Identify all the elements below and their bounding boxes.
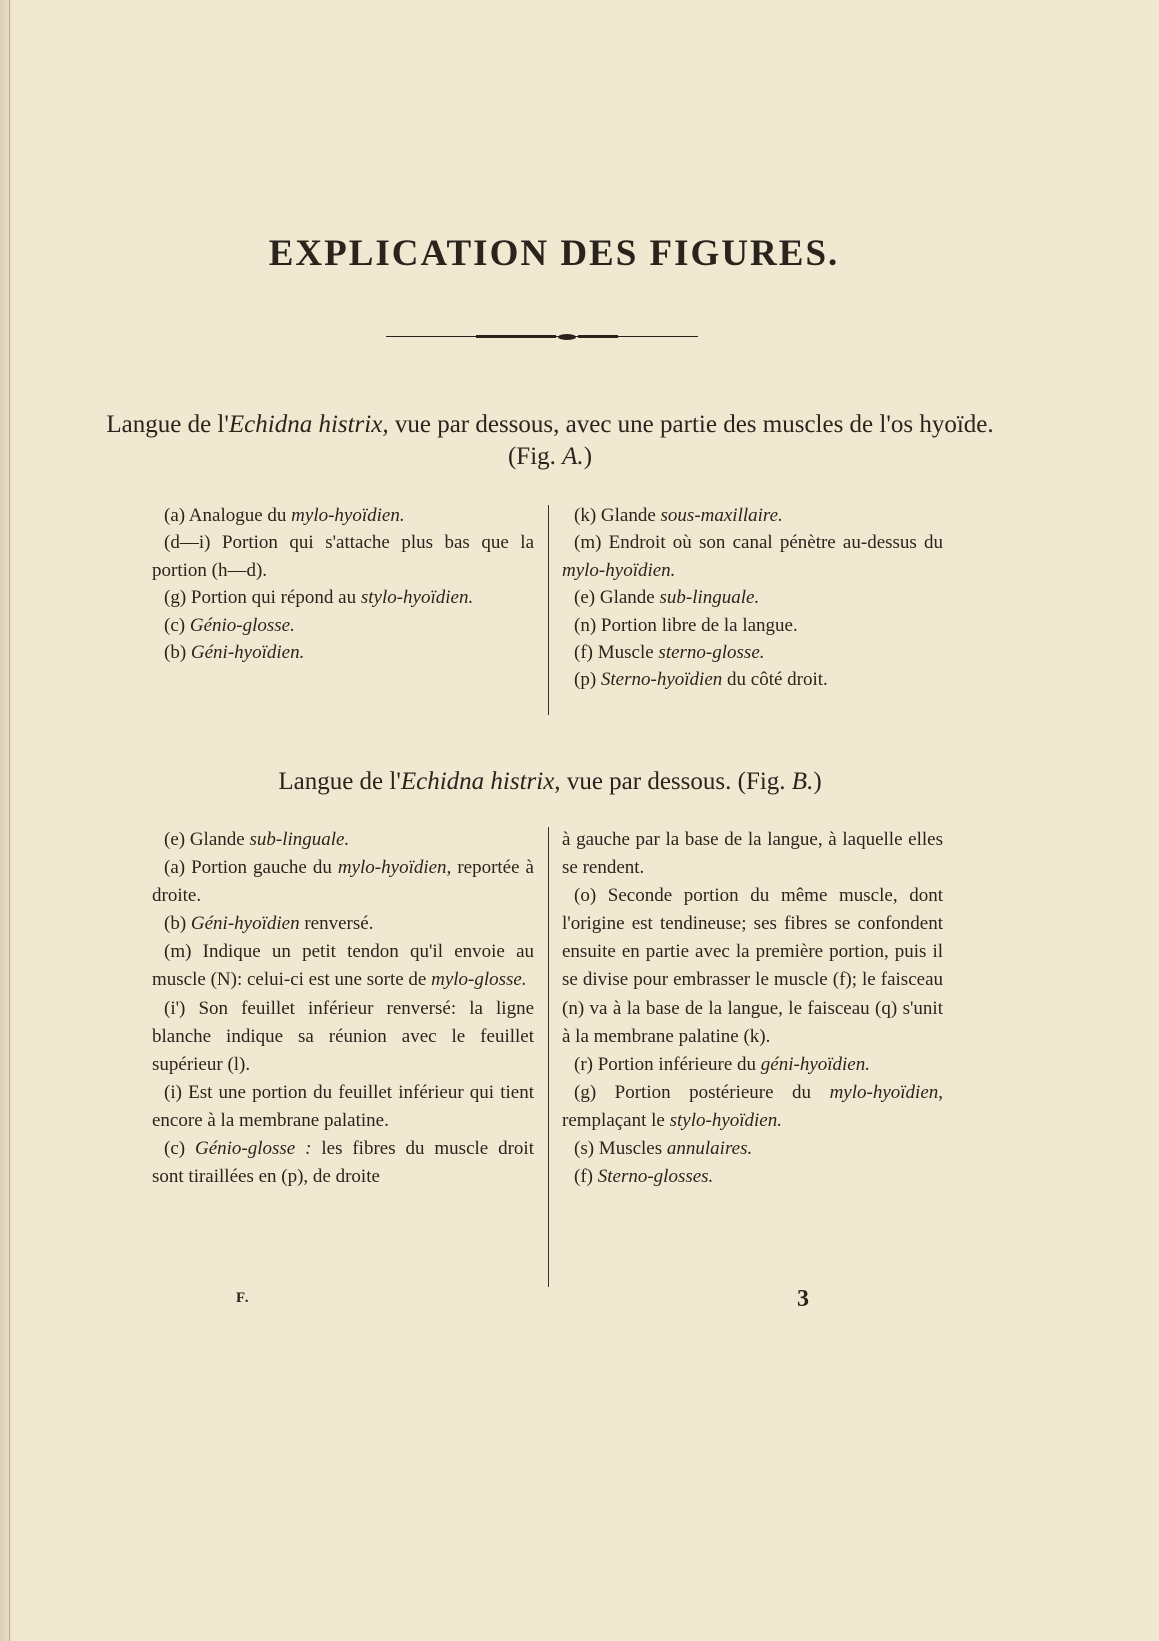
signature-mark: F. xyxy=(236,1290,250,1306)
legend-entry-g: (g) Portion qui répond au stylo-hyoïdien. xyxy=(164,587,474,609)
figure-b-right-column xyxy=(562,826,943,1191)
legend-entry-o: (o) Seconde portion du même muscle, dont l'origine est tendineuse; ses fibres se confondent ensuite en partie avec la première portion, puis il se divise pour embrasser le muscle (f); le faisceau (n) va à la base de la langue, le faisceau (q) s'unit à la membrane palatine (k). xyxy=(562,885,943,1047)
figure-a-right-column xyxy=(562,502,943,694)
legend-entry-b: (b) Géni-hyoïdien renversé. xyxy=(164,913,374,935)
legend-entry-i: (i) Est une portion du feuillet inférieur qui tient encore à la membrane palatine. xyxy=(152,1081,534,1131)
legend-entry-e: (e) Glande sub-linguale. xyxy=(574,587,760,609)
page-number: 3 xyxy=(797,1286,809,1312)
legend-entry-n: (n) Portion libre de la langue. xyxy=(574,614,798,636)
legend-entry-f: (f) Muscle sterno-glosse. xyxy=(574,642,765,664)
legend-entry-p: (p) Sterno-hyoïdien du côté droit. xyxy=(574,669,828,691)
legend-entry-d-i: (d—i) Portion qui s'attache plus bas que la portion (h—d). xyxy=(152,532,534,581)
column-divider xyxy=(548,827,549,1287)
legend-entry-b: (b) Géni-hyoïdien. xyxy=(164,642,305,664)
figure-b-left-column xyxy=(152,826,534,1191)
figure-a-left-column xyxy=(152,502,534,666)
legend-entry-s: (s) Muscles annulaires. xyxy=(574,1138,753,1160)
legend-entry-c: (c) Génio-glosse. xyxy=(164,614,295,636)
legend-entry-e: (e) Glande sub-linguale. xyxy=(164,829,350,850)
legend-entry-continuation: à gauche par la base de la langue, à laquelle elles se rendent. xyxy=(562,829,943,879)
legend-entry-f: (f) Sterno-glosses. xyxy=(574,1166,714,1188)
figure-b-caption: Langue de l'Echidna histrix, vue par dessous. (Fig. B.) xyxy=(278,768,822,795)
legend-entry-a: (a) Portion gauche du mylo-hyoïdien, reportée à droite. xyxy=(152,857,534,907)
legend-entry-m: (m) Endroit où son canal pénètre au-dessus du mylo-hyoïdien. xyxy=(562,532,943,581)
legend-entry-a: (a) Analogue du mylo-hyoïdien. xyxy=(164,505,405,526)
ornamental-rule xyxy=(386,334,698,340)
column-divider xyxy=(548,505,549,715)
legend-entry-c: (c) Génio-glosse : les fibres du muscle droit sont tiraillées en (p), de droite xyxy=(152,1138,534,1188)
legend-entry-m: (m) Indique un petit tendon qu'il envoie au muscle (N): celui-ci est une sorte de mylo-glosse. xyxy=(152,941,534,991)
legend-entry-g: (g) Portion postérieure du mylo-hyoïdien, remplaçant le stylo-hyoïdien. xyxy=(562,1081,943,1131)
legend-entry-k: (k) Glande sous-maxillaire. xyxy=(574,505,783,526)
legend-entry-r: (r) Portion inférieure du géni-hyoïdien. xyxy=(574,1053,870,1075)
legend-entry-i-prime: (i') Son feuillet inférieur renversé: la ligne blanche indique sa réunion avec le feuillet supérieur (l). xyxy=(152,997,534,1075)
page-title: EXPLICATION DES FIGURES. xyxy=(268,233,840,274)
figure-a-caption: Langue de l'Echidna histrix, vue par dessous, avec une partie des muscles de l'os hyoïde. (Fig. A.) xyxy=(106,411,994,470)
